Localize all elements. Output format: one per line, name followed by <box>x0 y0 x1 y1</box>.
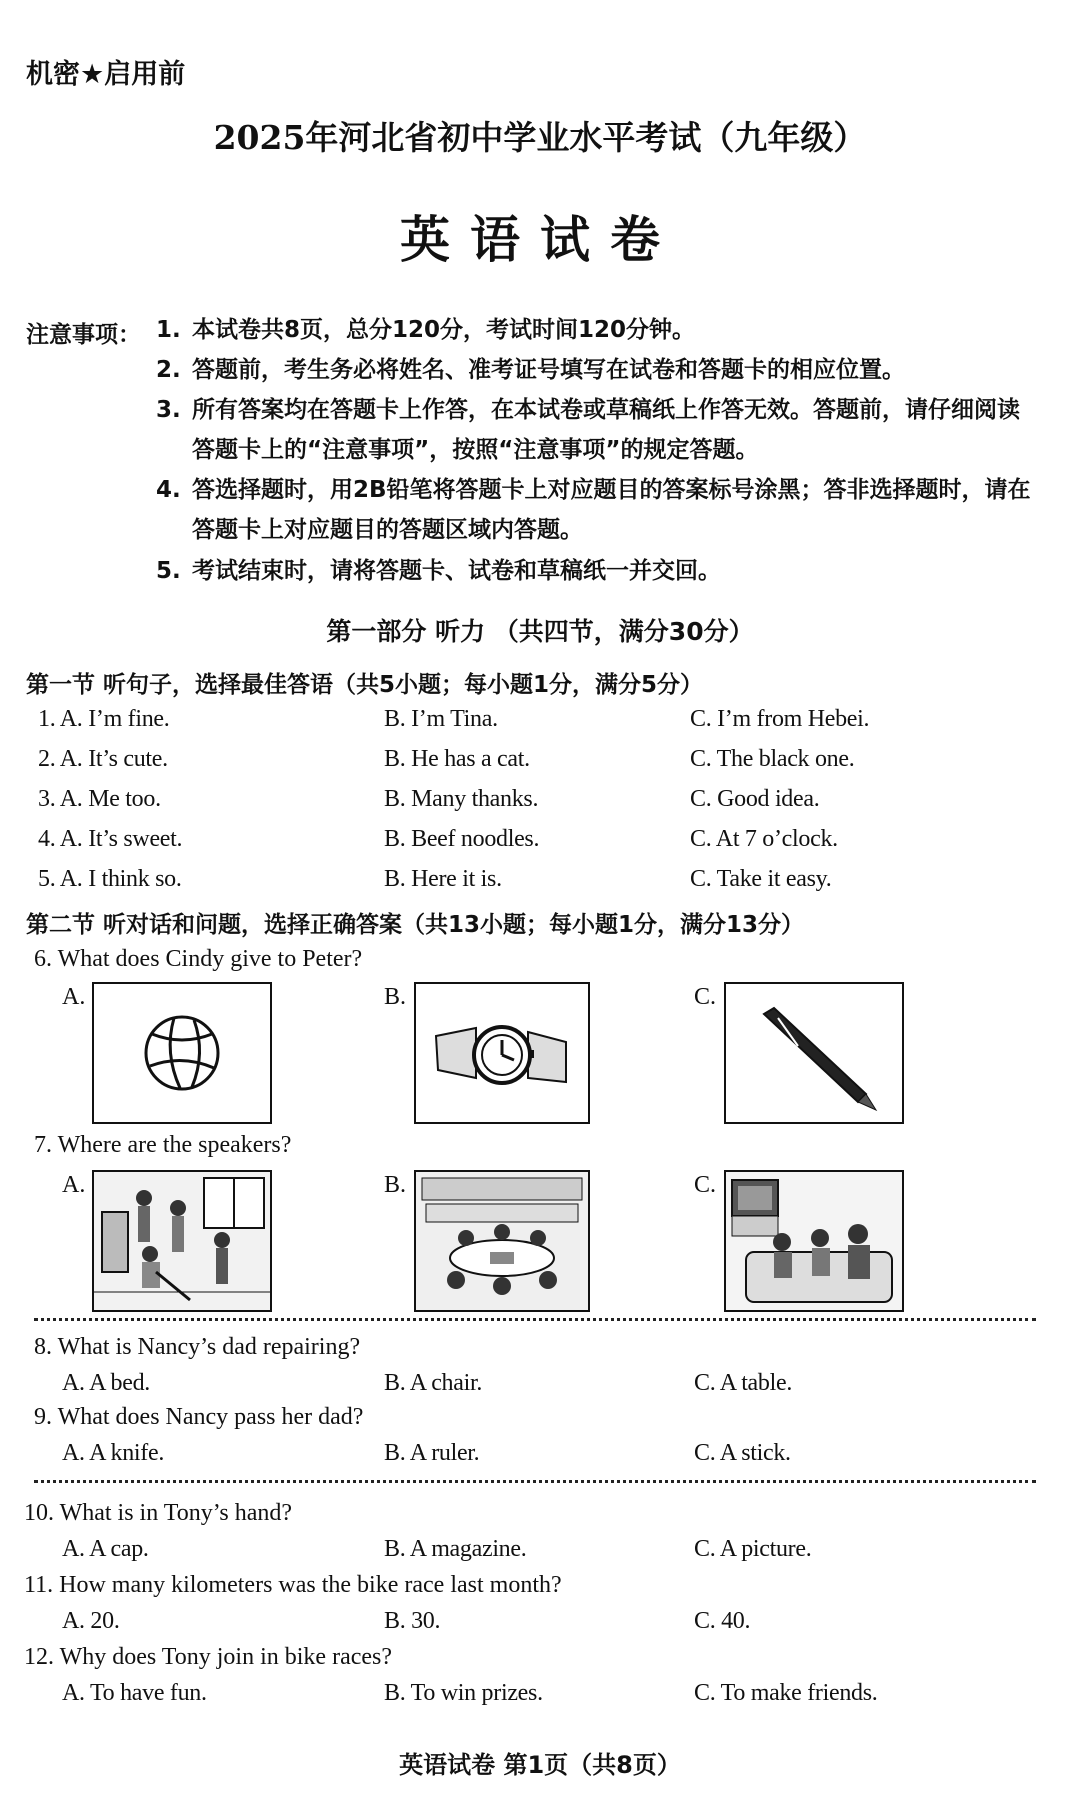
option-b: B. To win prizes. <box>384 1680 543 1706</box>
q7-picture-b <box>414 1170 590 1312</box>
q7-label-a: A. <box>62 1172 86 1198</box>
q7-picture-a <box>92 1170 272 1312</box>
option-a: A. A knife. <box>62 1440 165 1466</box>
option-c: C. Good idea. <box>690 786 820 812</box>
option-c: C. 40. <box>694 1608 751 1634</box>
question-11-stem: 11. How many kilometers was the bike race last month? <box>24 1572 562 1598</box>
part-one-title: 第一部分 听力 （共四节，满分30分） <box>326 617 754 646</box>
option-c: C. A picture. <box>694 1536 812 1562</box>
question-12-stem: 12. Why does Tony join in bike races? <box>24 1644 393 1670</box>
option-c: C. A stick. <box>694 1440 791 1466</box>
section-one-heading: 第一节 听句子，选择最佳答语（共5小题；每小题1分，满分5分） <box>26 672 704 698</box>
option-c: C. Take it easy. <box>690 866 832 892</box>
option-b: B. A magazine. <box>384 1536 527 1562</box>
exam-subject: 英语试卷 <box>400 210 680 269</box>
q6-picture-b <box>414 982 590 1124</box>
option-b: B. Here it is. <box>384 866 502 892</box>
dining-hall-icon <box>416 1172 588 1310</box>
confidential-mark: 机密★启用前 <box>26 59 186 90</box>
option-a: 4. A. It’s sweet. <box>38 826 183 852</box>
question-9-stem: 9. What does Nancy pass her dad? <box>34 1404 364 1430</box>
question-10-stem: 10. What is in Tony’s hand? <box>24 1500 293 1526</box>
exam-title: 2025年河北省初中学业水平考试（九年级） <box>213 118 867 157</box>
classroom-cleaning-icon <box>94 1172 270 1310</box>
watch-icon <box>416 984 588 1122</box>
note-item: 4. 答选择题时，用2B铅笔将答题卡上对应题目的答案标号涂黑；答非选择题时，请在答题卡上对应题目的答题区域内答题。 <box>156 477 1031 543</box>
section-two-heading: 第二节 听对话和问题，选择正确答案（共13小题；每小题1分，满分13分） <box>26 912 805 938</box>
note-item: 1. 本试卷共8页，总分120分，考试时间120分钟。 <box>156 317 696 343</box>
q6-picture-c <box>724 982 904 1124</box>
notes-label: 注意事项： <box>26 322 141 348</box>
page-footer: 英语试卷 第1页（共8页） <box>399 1751 681 1779</box>
q6-picture-a <box>92 982 272 1124</box>
q6-label-b: B. <box>384 984 407 1010</box>
q6-label-c: C. <box>694 984 717 1010</box>
option-a: 1. A. I’m fine. <box>38 706 170 732</box>
note-item: 3. 所有答案均在答题卡上作答，在本试卷或草稿纸上作答无效。答题前，请仔细阅读答题卡上的“注意事项”，按照“注意事项”的规定答题。 <box>156 397 1020 463</box>
divider <box>34 1480 1036 1483</box>
question-7-stem: 7. Where are the speakers? <box>34 1132 292 1158</box>
option-a: A. To have fun. <box>62 1680 207 1706</box>
divider <box>34 1318 1036 1321</box>
q7-label-c: C. <box>694 1172 717 1198</box>
option-b: B. A ruler. <box>384 1440 480 1466</box>
option-b: B. Beef noodles. <box>384 826 540 852</box>
option-b: B. Many thanks. <box>384 786 539 812</box>
option-c: C. I’m from Hebei. <box>690 706 870 732</box>
question-8-stem: 8. What is Nancy’s dad repairing? <box>34 1334 361 1360</box>
option-a: 5. A. I think so. <box>38 866 182 892</box>
note-item: 5. 考试结束时，请将答题卡、试卷和草稿纸一并交回。 <box>156 558 721 584</box>
option-a: A. 20. <box>62 1608 120 1634</box>
pen-icon <box>726 984 902 1122</box>
question-6-stem: 6. What does Cindy give to Peter? <box>34 946 363 972</box>
q6-label-a: A. <box>62 984 86 1010</box>
living-room-icon <box>726 1172 902 1310</box>
option-c: C. A table. <box>694 1370 793 1396</box>
q7-picture-c <box>724 1170 904 1312</box>
option-c: C. To make friends. <box>694 1680 878 1706</box>
option-a: A. A cap. <box>62 1536 149 1562</box>
option-a: 2. A. It’s cute. <box>38 746 168 772</box>
option-c: C. At 7 o’clock. <box>690 826 838 852</box>
option-b: B. I’m Tina. <box>384 706 498 732</box>
note-item: 2. 答题前，考生务必将姓名、准考证号填写在试卷和答题卡的相应位置。 <box>156 357 905 383</box>
option-a: 3. A. Me too. <box>38 786 161 812</box>
q7-label-b: B. <box>384 1172 407 1198</box>
option-a: A. A bed. <box>62 1370 150 1396</box>
volleyball-icon <box>94 984 270 1122</box>
option-b: B. A chair. <box>384 1370 483 1396</box>
option-b: B. He has a cat. <box>384 746 530 772</box>
option-c: C. The black one. <box>690 746 855 772</box>
option-b: B. 30. <box>384 1608 441 1634</box>
